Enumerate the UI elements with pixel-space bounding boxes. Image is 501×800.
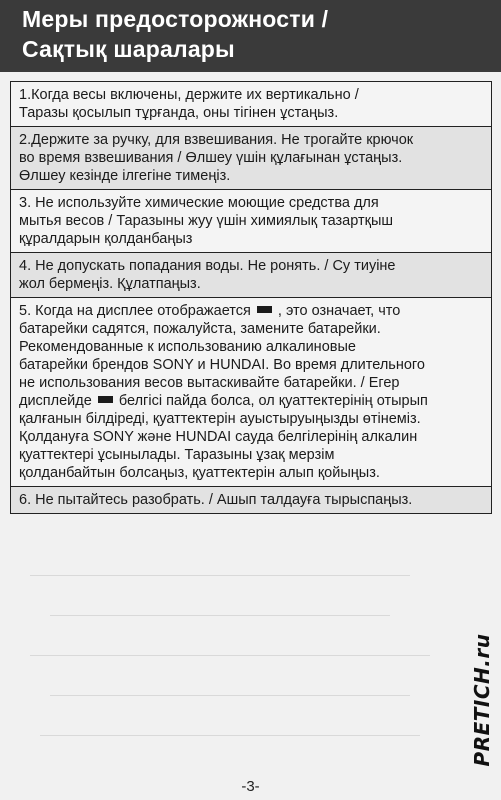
- item-text-line: [19, 392, 485, 410]
- item-text-segment: , это означает, что: [277, 303, 401, 319]
- bleed-through-line: [30, 575, 410, 576]
- watermark: [471, 625, 493, 775]
- page-number: -3-: [241, 778, 260, 795]
- item-text-line: батарейки садятся, пожалуйста, замените батарейки.: [19, 321, 381, 337]
- item-text-line: Өлшеу кезінде ілгегіне тимеңіз.: [19, 168, 231, 184]
- item-text-line: мытья весов / Таразыны жуу үшін химиялық тазартқыш: [19, 213, 394, 229]
- precautions-list: [10, 81, 492, 514]
- item-text-line: қалғанын білдіреді, қуаттектерін ауыстыруыңызды өтінеміз.: [19, 411, 421, 427]
- page-title-kz: Сақтық шаралары: [22, 36, 235, 62]
- item-text-line: Қолдануға SONY және HUNDAI сауда белгілерінің алкалин: [19, 429, 418, 445]
- item-text-line: 3. Не используйте химические моющие средства для: [19, 195, 379, 211]
- precaution-item-6: [11, 486, 491, 513]
- item-text-line: не использования весов вытаскивайте батарейки. / Егер: [19, 375, 400, 391]
- precaution-item-4: [11, 252, 491, 297]
- precaution-item-3: [11, 189, 491, 252]
- bleed-through-line: [40, 735, 420, 736]
- item-text-segment: белгісі пайда болса, ол қуаттектерінің отырып: [118, 393, 428, 409]
- item-text-line: қуаттектері ұсынылады. Таразыны ұзақ мерзім: [19, 447, 335, 463]
- item-text-segment: дисплейде: [19, 393, 92, 409]
- bleed-through-line: [50, 695, 410, 696]
- item-text-line: 2.Держите за ручку, для взвешивания. Не трогайте крючок: [19, 132, 414, 148]
- item-text-segment: 5. Когда на дисплее отображается: [19, 303, 251, 319]
- item-text-line: [19, 302, 485, 320]
- item-text-line: Рекомендованные к использованию алкалиновые: [19, 339, 356, 355]
- precaution-item-5: [11, 297, 491, 486]
- item-text-line: Таразы қосылып тұрғанда, оны тігінен ұстаңыз.: [19, 105, 339, 121]
- item-text-line: батарейки брендов SONY и HUNDAI. Во время длительного: [19, 357, 425, 373]
- item-text-line: қолданбайтын болсаңыз, қуаттектерін алып қойыңыз.: [19, 465, 380, 481]
- battery-low-icon: [257, 306, 272, 313]
- item-text-line: во время взвешивания / Өлшеу үшін құлағынан ұстаңыз.: [19, 150, 403, 166]
- bleed-through-area: [10, 545, 490, 755]
- item-text-line: 6. Не пытайтесь разобрать. / Ашып талдауға тырыспаңыз.: [19, 492, 413, 508]
- precaution-item-1: [11, 82, 491, 126]
- bleed-through-line: [30, 655, 430, 656]
- precaution-item-2: [11, 126, 491, 189]
- item-text-line: 1.Когда весы включены, держите их вертикально /: [19, 87, 359, 103]
- item-text-line: құралдарын қолданбаңыз: [19, 231, 193, 247]
- item-text-line: 4. Не допускать попадания воды. Не ронять. / Су тиуіне: [19, 258, 396, 274]
- page-title-ru: Меры предосторожности /: [22, 6, 329, 32]
- item-text-line: жол бермеңіз. Құлатпаңыз.: [19, 276, 201, 292]
- battery-low-icon: [98, 396, 113, 403]
- header-bar: [0, 0, 501, 72]
- bleed-through-line: [50, 615, 390, 616]
- watermark-text: PRETICH.ru: [470, 633, 494, 767]
